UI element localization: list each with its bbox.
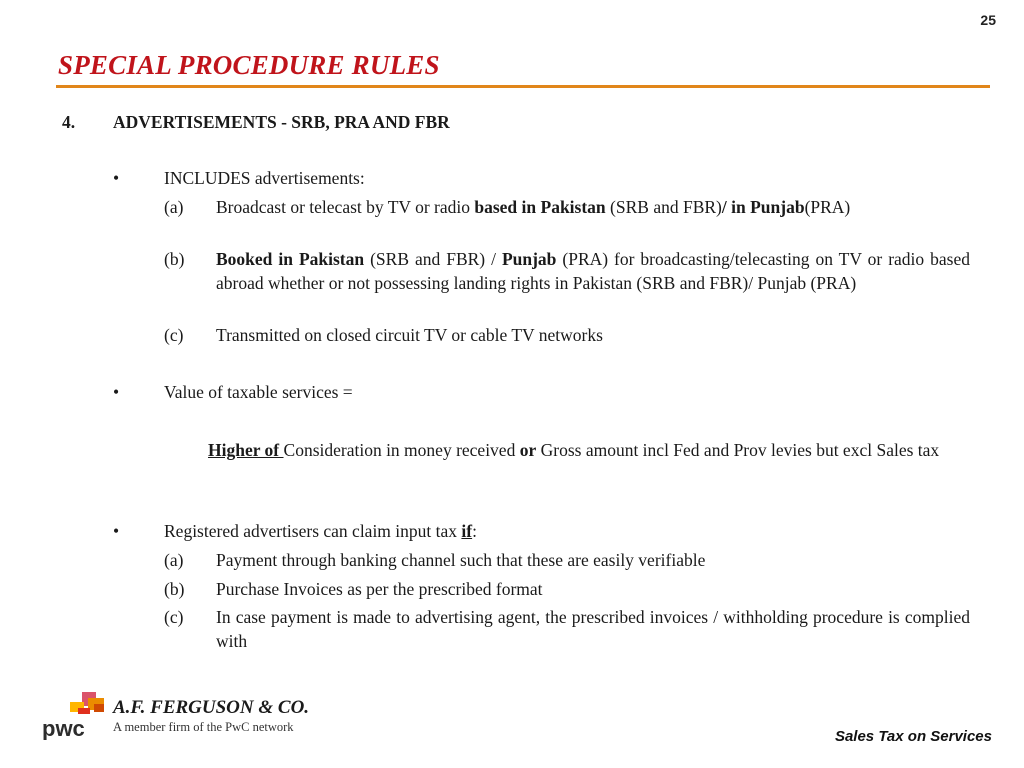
include-item-a: Broadcast or telecast by TV or radio based in Pakistan (SRB and FBR)/ in Punjab(PRA) bbox=[216, 197, 851, 217]
input-tax-item-c: In case payment is made to advertising agent, the prescribed invoices / withholding procedure is complied with bbox=[216, 607, 970, 651]
value-text: Value of taxable services = bbox=[164, 382, 353, 402]
footer-doc-title: Sales Tax on Services bbox=[834, 728, 992, 745]
section-heading: ADVERTISEMENTS - SRB, PRA AND FBR bbox=[113, 112, 450, 132]
include-item-b: Booked in Pakistan (SRB and FBR) / Punjab (PRA) for broadcasting/telecasting on TV or radio based abroad whether or not possessing landing rights in Pakistan (SRB and FBR)/ Punjab (PRA) bbox=[216, 249, 970, 293]
item-label: (a) bbox=[164, 550, 184, 570]
item-label: (a) bbox=[164, 197, 184, 217]
pwc-logo bbox=[40, 690, 112, 740]
bullet-icon: • bbox=[113, 168, 120, 188]
input-tax-item-a: Payment through banking channel such that these are easily verifiable bbox=[216, 550, 706, 570]
input-tax-item-b: Purchase Invoices as per the prescribed format bbox=[216, 579, 543, 599]
firm-name: A.F. FERGUSON & CO. bbox=[113, 697, 310, 718]
pwc-logo-text: pwc bbox=[42, 716, 85, 740]
bullet-icon: • bbox=[113, 382, 120, 402]
page-number: 25 bbox=[980, 12, 996, 28]
item-label: (c) bbox=[164, 607, 184, 627]
item-label: (b) bbox=[164, 579, 185, 599]
section-number: 4. bbox=[62, 112, 76, 132]
include-item-c: Transmitted on closed circuit TV or cable TV networks bbox=[216, 325, 603, 345]
value-formula: Higher of Consideration in money received or Gross amount incl Fed and Prov levies but excl Sales tax bbox=[208, 440, 940, 460]
input-tax-text: Registered advertisers can claim input tax if: bbox=[164, 521, 477, 541]
bullet-icon: • bbox=[113, 521, 120, 541]
item-label: (b) bbox=[164, 249, 185, 269]
member-text: A member firm of the PwC network bbox=[113, 720, 294, 734]
item-label: (c) bbox=[164, 325, 184, 345]
page-title: SPECIAL PROCEDURE RULES bbox=[58, 50, 440, 80]
title-divider bbox=[56, 85, 990, 88]
includes-text: INCLUDES advertisements: bbox=[164, 168, 365, 188]
